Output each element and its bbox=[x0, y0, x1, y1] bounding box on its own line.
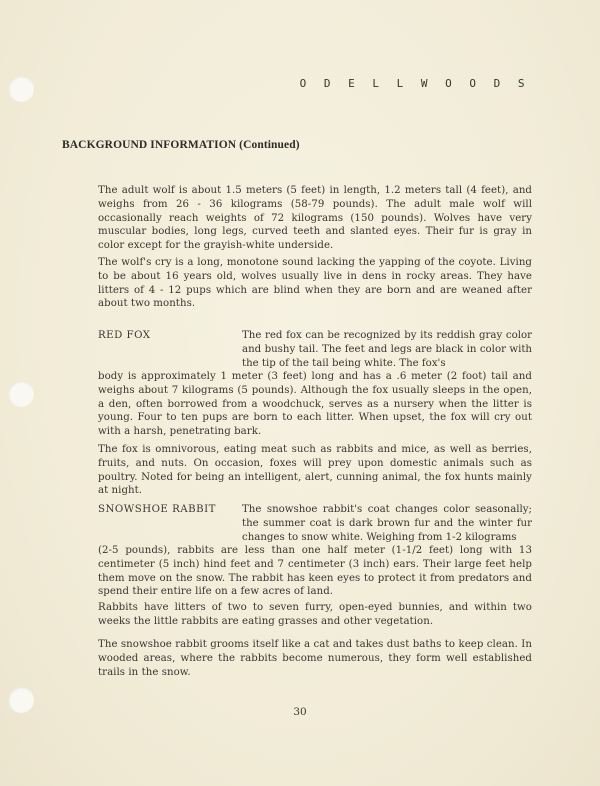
wolf-paragraph-2: The wolf's cry is a long, monotone sound lacking the yapping of the coyote. Living to be about 16 years old, wolves usually live in dens in rocky areas. They have litters of 4 - 12 pups which are blind when they are born and are weaned after about two months. bbox=[98, 257, 532, 310]
red-fox-paragraph-1: body is approximately 1 meter (3 feet) long and has a .6 meter (2 foot) tail and weighs about 7 kilograms (5 pounds). Although the fox usually sleeps in the open, a den, often borrowed from a woodchuck, serves as a nursery when the litter is young. Four to ten pups are born to each litter. When upset, the fox will cry out with a harsh, penetrating bark. bbox=[98, 371, 532, 438]
red-fox-intro: The red fox can be recognized by its reddish gray color and bushy tail. The feet and legs are black in color with the tip of the tail being white. The fox's bbox=[242, 330, 532, 369]
snowshoe-rabbit-heading: SNOWSHOE RABBIT bbox=[98, 504, 216, 515]
wolf-paragraph-1: The adult wolf is about 1.5 meters (5 feet) in length, 1.2 meters tall (4 feet), and weighs from 26 - 36 kilograms (58-79 pounds). The adult male wolf will occasionally reach weights of 72 kilograms (150 pounds). Wolves have very muscular bodies, long legs, curved teeth and slanted eyes. Their fur is gray in color except for the grayish-white underside. bbox=[98, 185, 532, 252]
snowshoe-rabbit-paragraph-2: Rabbits have litters of two to seven furry, open-eyed bunnies, and within two weeks the little rabbits are eating grasses and other vegetation. bbox=[98, 602, 532, 627]
punch-hole bbox=[8, 381, 34, 407]
red-fox-heading: RED FOX bbox=[98, 330, 151, 341]
page-number: 30 bbox=[293, 706, 307, 718]
punch-hole bbox=[8, 76, 34, 102]
section-title: BACKGROUND INFORMATION (Continued) bbox=[62, 139, 300, 151]
snowshoe-rabbit-intro: The snowshoe rabbit's coat changes color seasonally; the summer coat is dark brown fur and the winter fur changes to snow white. Weighing from 1-2 kilograms bbox=[242, 504, 532, 543]
running-header: O D E L L W O O D S bbox=[299, 77, 530, 90]
snowshoe-rabbit-paragraph-3: The snowshoe rabbit grooms itself like a cat and takes dust baths to keep clean. In wooded areas, where the rabbits become numerous, they form well established trails in the snow. bbox=[98, 639, 532, 678]
red-fox-paragraph-2: The fox is omnivorous, eating meat such as rabbits and mice, as well as berries, fruits, and nuts. On occasion, foxes will prey upon domestic animals such as poultry. Noted for being an intelligent, alert, cunning animal, the fox hunts mainly at night. bbox=[98, 444, 532, 497]
snowshoe-rabbit-paragraph-1: (2-5 pounds), rabbits are less than one half meter (1-1/2 feet) long with 13 centimeter (5 inch) hind feet and 7 centimeter (3 inch) ears. Their large feet help them move on the snow. The rabbit has keen eyes to protect it from predators and spend their entire life on a few acres of land. bbox=[98, 545, 532, 598]
